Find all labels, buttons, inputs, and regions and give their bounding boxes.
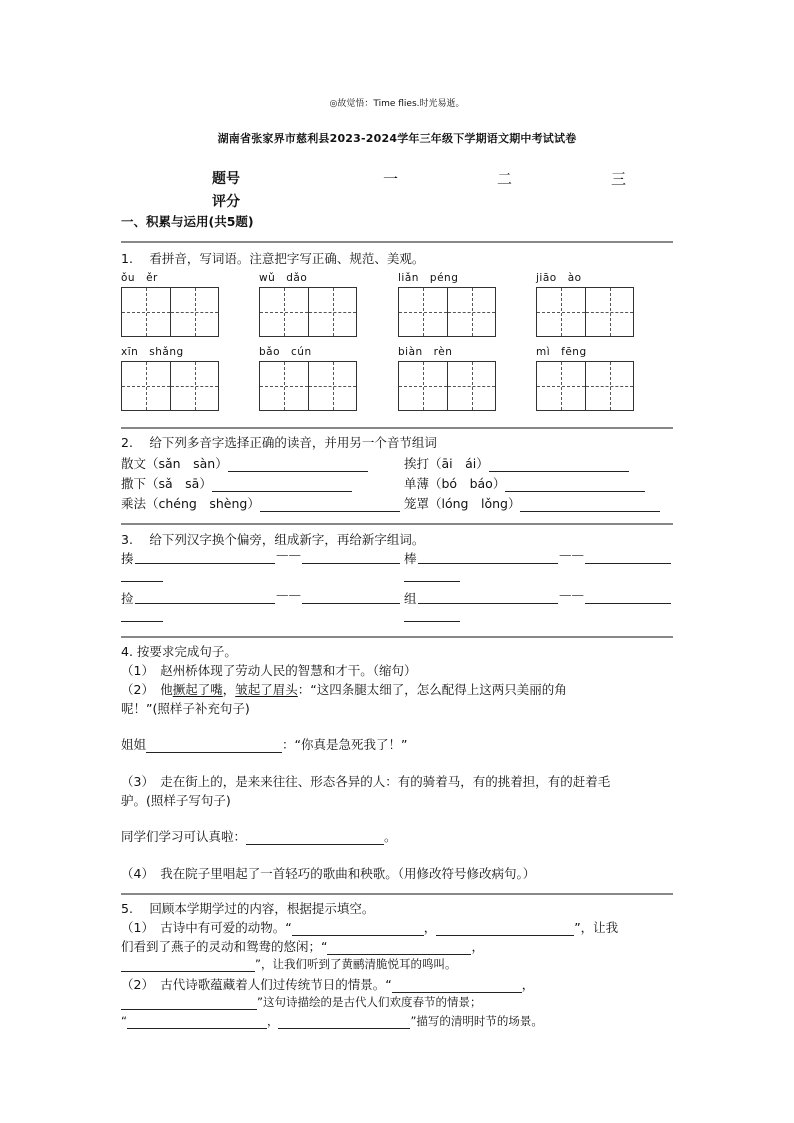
q4-answer-2 (121, 735, 407, 753)
text: ， (266, 1014, 279, 1028)
score-table-header-label: 题号 (212, 171, 240, 187)
q3-char-4: 组 (404, 591, 417, 606)
q1-pinyin-7: biàn rèn (398, 346, 453, 358)
answer-blank[interactable] (418, 563, 558, 564)
text: 们看到了燕子的灵动和鸳鸯的悠闲；“ (121, 939, 328, 954)
q2-item-label: 乘法（chéng shèng） (121, 496, 260, 511)
divider (121, 523, 673, 525)
q3-dash: —— (559, 587, 584, 602)
answer-blank[interactable] (246, 831, 384, 845)
answer-blank[interactable] (121, 996, 257, 1010)
q3-stem: 3. 给下列汉字换个偏旁，组成新字，再给新字组词。 (121, 532, 425, 547)
q1-pinyin-5: xīn shǎng (121, 346, 184, 358)
text: “ (121, 1014, 127, 1028)
q2-item-label: 单薄（bó báo） (404, 476, 506, 491)
text: ：“你真是急死我了！” (282, 737, 408, 752)
q4-stem: 4. 按要求完成句子。 (121, 644, 237, 659)
q5-line-3 (121, 956, 456, 972)
q4-sentence-3-cont: 驴。(照样子写句子) (121, 793, 231, 808)
q2-item-label: 散文（sǎn sàn） (121, 456, 228, 471)
q1-pinyin-2: wǔ dǎo (259, 272, 308, 284)
text: （2） 古代诗歌蕴藏着人们过传统节日的情景。“ (121, 977, 392, 992)
answer-blank[interactable] (392, 979, 522, 993)
q4-sentence-3: （3） 走在街上的，是来来往往、形态各异的人：有的骑着马，有的挑着担，有的赶着毛 (121, 774, 611, 789)
writing-grid[interactable] (259, 287, 357, 337)
q2-item-label: 挨打（āi ái） (404, 456, 489, 471)
answer-blank[interactable] (228, 458, 368, 472)
answer-blank[interactable] (212, 478, 352, 492)
answer-blank[interactable] (404, 581, 460, 582)
writing-grid[interactable] (121, 287, 219, 337)
answer-blank[interactable] (404, 621, 460, 622)
text: （2） 他 (121, 682, 173, 697)
answer-blank[interactable] (135, 603, 275, 604)
answer-blank[interactable] (121, 581, 163, 582)
answer-blank[interactable] (127, 1015, 267, 1029)
answer-blank[interactable] (327, 941, 471, 955)
text: ”描写的清明时节的场景。 (410, 1014, 543, 1028)
answer-blank[interactable] (121, 621, 163, 622)
motto: ◎故觉悟：Time flies.时光易逝。 (329, 99, 465, 109)
q1-pinyin-6: bǎo cún (259, 346, 312, 358)
text: ， (521, 977, 535, 992)
answer-blank[interactable] (121, 958, 255, 972)
underlined-phrase: 撅起了嘴 (172, 682, 223, 697)
answer-blank[interactable] (520, 498, 660, 512)
q5-stem: 5. 回顾本学期学过的内容，根据提示填空。 (121, 901, 375, 916)
answer-blank[interactable] (146, 739, 282, 753)
answer-blank[interactable] (489, 458, 629, 472)
divider (121, 893, 673, 895)
q2-item (121, 454, 368, 472)
q2-item (404, 454, 629, 472)
q5-line-5 (121, 994, 481, 1010)
q2-item (121, 474, 352, 492)
answer-blank[interactable] (585, 603, 671, 604)
score-column-1: 一 (383, 170, 399, 188)
text: ：“这四条腿太细了，怎么配得上这两只美丽的角 (297, 682, 567, 697)
score-table-score-label: 评分 (212, 194, 240, 210)
text: ， (423, 920, 437, 935)
q1-stem: 1. 看拼音，写词语。注意把字写正确、规范、美观。 (121, 251, 425, 266)
text: 同学们学习可认真啦： (121, 829, 247, 844)
writing-grid[interactable] (536, 361, 634, 411)
q3-dash: —— (276, 587, 301, 602)
q3-dash: —— (276, 547, 301, 562)
q3-char-3: 捡 (121, 591, 134, 606)
answer-blank[interactable] (260, 498, 400, 512)
q3-dash: —— (559, 547, 584, 562)
q4-sentence-4: （4） 我在院子里唱起了一首轻巧的歌曲和秧歌。（用修改符号修改病句。） (121, 866, 536, 881)
divider (121, 636, 673, 638)
answer-blank[interactable] (436, 922, 574, 936)
answer-blank[interactable] (585, 563, 671, 564)
answer-blank[interactable] (418, 603, 558, 604)
answer-blank[interactable] (302, 563, 400, 564)
q2-item (121, 494, 400, 512)
q1-pinyin-3: liǎn péng (398, 272, 459, 284)
text: ， (471, 939, 484, 954)
exam-title: 湖南省张家界市慈利县2023-2024学年三年级下学期语文期中考试试卷 (217, 132, 577, 145)
q5-line-6 (121, 1013, 543, 1029)
q2-item-label: 撒下（sǎ sā） (121, 476, 212, 491)
q1-pinyin-8: mì fēng (536, 346, 587, 358)
answer-blank[interactable] (135, 563, 275, 564)
underlined-phrase: 皱起了眉头 (235, 682, 298, 697)
q3-char-1: 揍 (121, 551, 134, 566)
writing-grid[interactable] (121, 361, 219, 411)
q1-pinyin-4: jiāo ào (536, 272, 582, 284)
divider (121, 427, 673, 429)
answer-blank[interactable] (292, 922, 424, 936)
writing-grid[interactable] (259, 361, 357, 411)
q4-sentence-2 (121, 680, 567, 698)
q3-char-2: 棒 (404, 551, 417, 566)
answer-blank[interactable] (278, 1015, 410, 1029)
q5-line-1 (121, 918, 618, 936)
writing-grid[interactable] (398, 361, 496, 411)
text: 。 (384, 829, 397, 844)
q2-stem: 2. 给下列多音字选择正确的读音，并用另一个音节组词 (121, 435, 437, 450)
q2-item-label: 笼罩（lóng lǒng） (404, 496, 521, 511)
text: ”，让我 (574, 920, 619, 935)
text: ”这句诗描绘的是古代人们欢度春节的情景； (257, 995, 482, 1009)
answer-blank[interactable] (302, 603, 400, 604)
text: ”，让我们听到了黄鹂清脆悦耳的鸣叫。 (255, 957, 457, 971)
q2-item (404, 494, 660, 512)
text: ， (222, 682, 236, 697)
q5-line-2 (121, 937, 484, 955)
score-column-3: 三 (611, 170, 627, 188)
writing-grid[interactable] (536, 287, 634, 337)
writing-grid[interactable] (398, 287, 496, 337)
q4-sentence-1: （1） 赵州桥体现了劳动人民的智慧和才干。（缩句） (121, 663, 417, 678)
text: 姐姐 (121, 737, 147, 752)
section-heading: 一、积累与运用(共5题) (121, 214, 254, 229)
divider (121, 241, 673, 243)
q4-answer-3 (121, 827, 397, 845)
score-column-2: 二 (497, 170, 513, 188)
q4-sentence-2-cont: 呢！”(照样子补充句子) (121, 701, 250, 716)
q2-item (404, 474, 645, 492)
q5-line-4 (121, 975, 534, 993)
text: （1） 古诗中有可爱的动物。“ (121, 920, 292, 935)
answer-blank[interactable] (505, 478, 645, 492)
q1-pinyin-1: ǒu ěr (121, 272, 158, 284)
